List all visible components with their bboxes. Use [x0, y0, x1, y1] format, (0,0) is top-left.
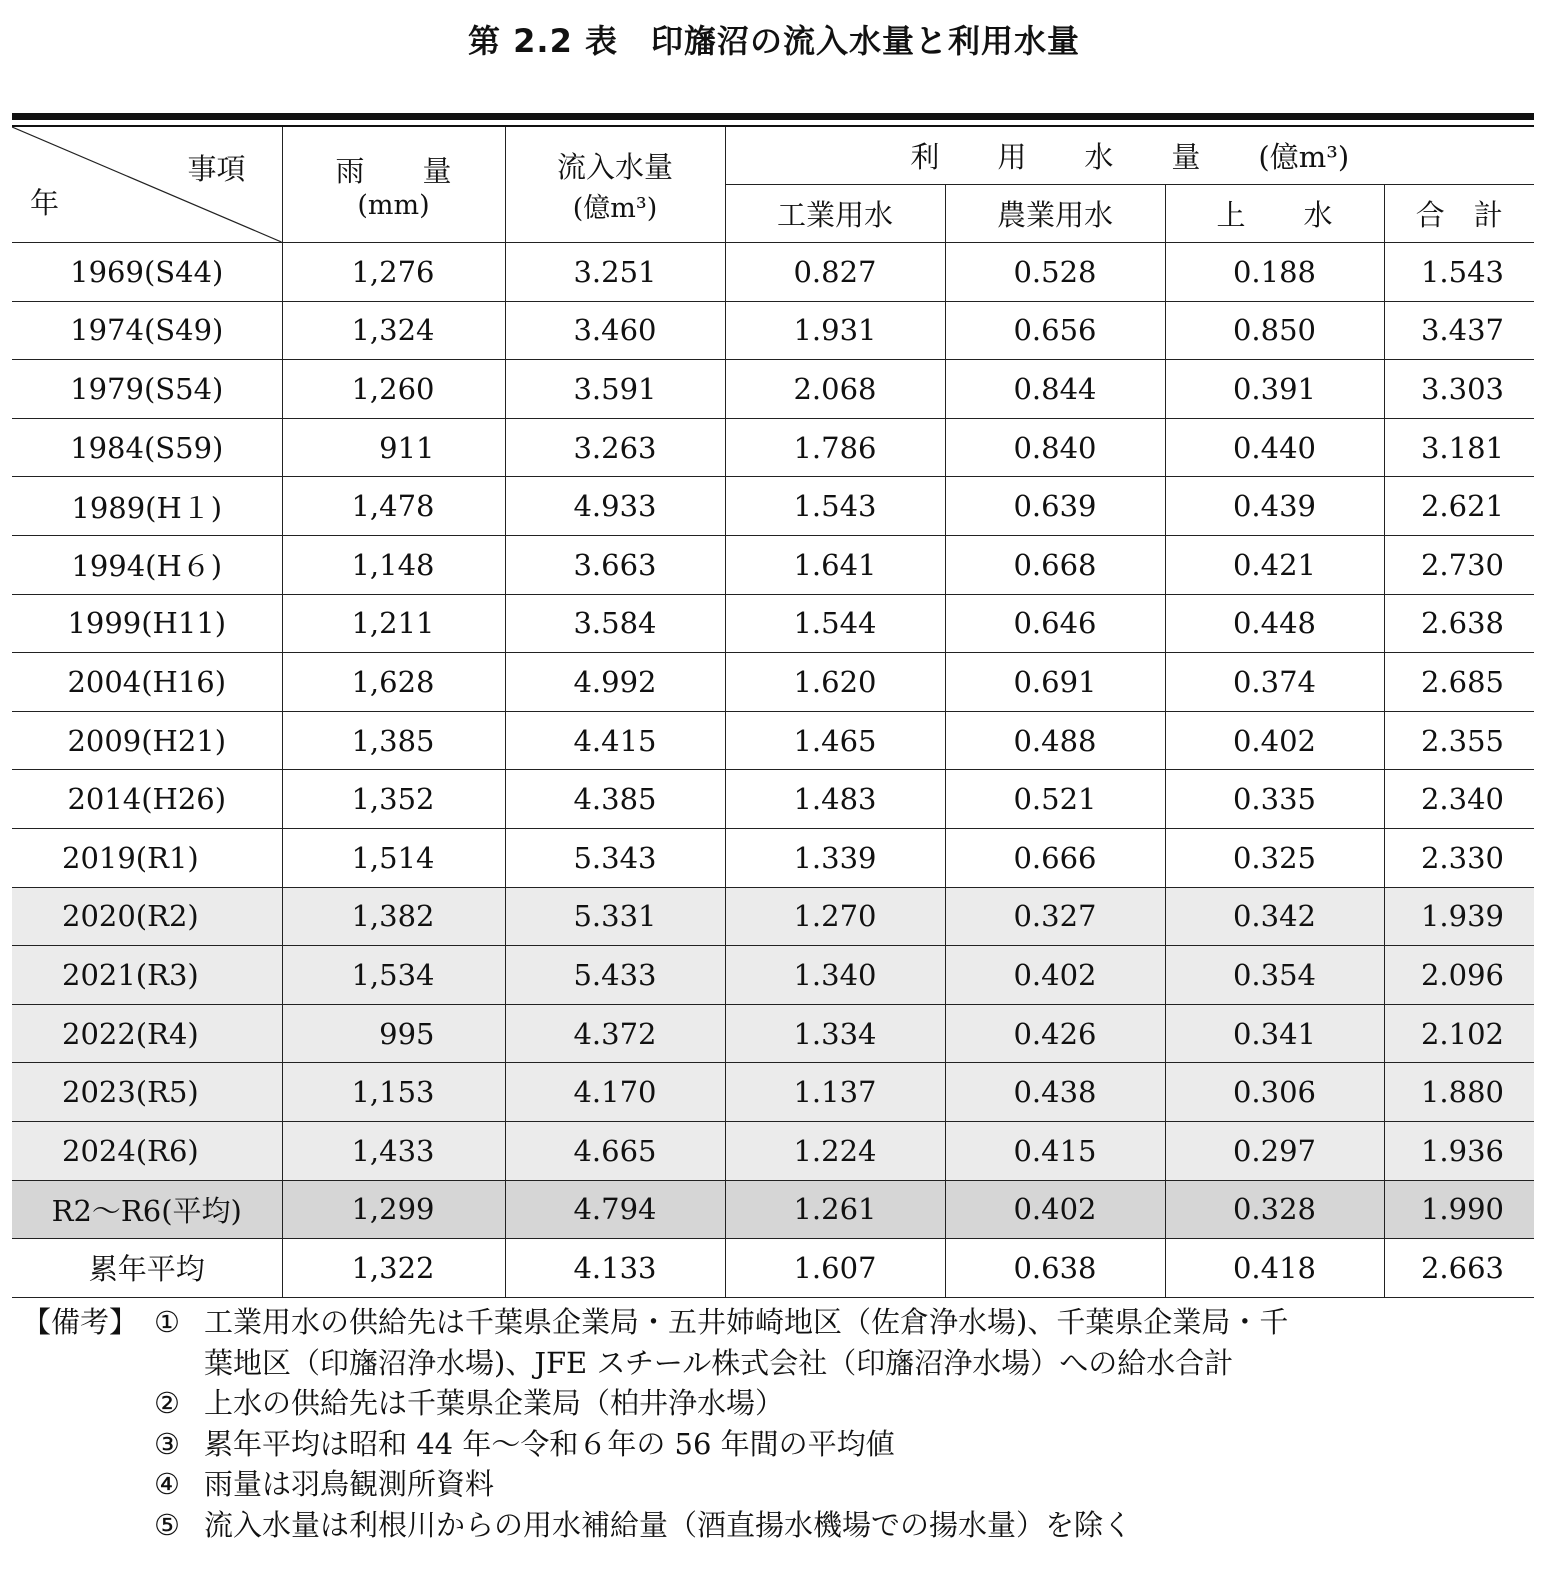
corner-item-label: 事項 [187, 152, 246, 186]
rain-cell: 995 [282, 1004, 505, 1063]
industrial-cell: 1.931 [725, 301, 945, 360]
agricultural-cell: 0.656 [945, 301, 1165, 360]
total-cell: 1.880 [1384, 1063, 1534, 1122]
industrial-cell: 1.641 [725, 535, 945, 594]
table-row [12, 887, 1534, 946]
table-row [12, 770, 1534, 829]
rain-cell: 1,299 [282, 1180, 505, 1239]
total-cell: 3.437 [1384, 301, 1534, 360]
note-index: ③ [154, 1426, 180, 1461]
note-item [22, 1464, 1288, 1505]
water-supply-cell: 0.374 [1165, 653, 1384, 712]
year-cell: 2014(H26) [12, 770, 282, 829]
top-rule [12, 113, 1534, 120]
industrial-cell: 1.483 [725, 770, 945, 829]
table-row [12, 360, 1534, 419]
agricultural-cell: 0.327 [945, 887, 1165, 946]
rain-cell: 1,382 [282, 887, 505, 946]
rain-cell: 1,260 [282, 360, 505, 419]
rain-cell: 1,514 [282, 828, 505, 887]
table-row [12, 535, 1534, 594]
total-cell: 1.543 [1384, 243, 1534, 302]
table-row [12, 828, 1534, 887]
rain-cell: 1,322 [282, 1239, 505, 1298]
inflow-cell: 5.433 [505, 946, 725, 1005]
agricultural-cell: 0.840 [945, 418, 1165, 477]
corner-header [12, 126, 282, 243]
inflow-header [505, 126, 725, 243]
agricultural-cell: 0.438 [945, 1063, 1165, 1122]
table-row [12, 594, 1534, 653]
agricultural-cell: 0.415 [945, 1121, 1165, 1180]
table-row [12, 243, 1534, 302]
note-index: ② [154, 1386, 180, 1420]
inflow-cell: 3.251 [505, 243, 725, 302]
agricultural-cell: 0.638 [945, 1239, 1165, 1298]
water-supply-cell: 0.850 [1165, 301, 1384, 360]
agricultural-cell: 0.666 [945, 828, 1165, 887]
industrial-cell: 0.827 [725, 243, 945, 302]
table-row [12, 946, 1534, 1005]
year-cell: R2～R6(平均) [12, 1180, 282, 1239]
table-row [12, 653, 1534, 712]
rain-cell: 1,534 [282, 946, 505, 1005]
agricultural-cell: 0.402 [945, 946, 1165, 1005]
inflow-cell: 5.343 [505, 828, 725, 887]
note-item [22, 1302, 1288, 1343]
inflow-cell: 4.415 [505, 711, 725, 770]
water-supply-header: 上 水 [1165, 185, 1384, 243]
rain-cell: 911 [282, 418, 505, 477]
inflow-cell: 3.460 [505, 301, 725, 360]
note-item [22, 1505, 1288, 1546]
note-text: 上水の供給先は千葉県企業局（柏井浄水場） [204, 1386, 785, 1420]
water-supply-cell: 0.306 [1165, 1063, 1384, 1122]
rain-cell: 1,148 [282, 535, 505, 594]
inflow-cell: 4.133 [505, 1239, 725, 1298]
total-cell: 3.303 [1384, 360, 1534, 419]
note-index: ④ [154, 1467, 180, 1501]
water-table [12, 125, 1534, 1298]
industrial-cell: 1.137 [725, 1063, 945, 1122]
water-supply-cell: 0.354 [1165, 946, 1384, 1005]
note-label [22, 1424, 154, 1465]
total-header: 合 計 [1384, 185, 1534, 243]
rain-cell: 1,385 [282, 711, 505, 770]
water-supply-cell: 0.391 [1165, 360, 1384, 419]
inflow-cell: 4.665 [505, 1121, 725, 1180]
year-cell: 1989(H１) [12, 477, 282, 536]
rain-cell: 1,433 [282, 1121, 505, 1180]
inflow-cell: 4.372 [505, 1004, 725, 1063]
total-cell: 2.330 [1384, 828, 1534, 887]
notes [22, 1302, 1288, 1545]
inflow-cell: 3.263 [505, 418, 725, 477]
total-cell: 2.638 [1384, 594, 1534, 653]
water-supply-cell: 0.439 [1165, 477, 1384, 536]
note-label [22, 1464, 154, 1505]
industrial-cell: 1.465 [725, 711, 945, 770]
inflow-cell: 4.992 [505, 653, 725, 712]
rain-cell: 1,352 [282, 770, 505, 829]
note-index: ⑤ [154, 1507, 180, 1542]
agricultural-cell: 0.844 [945, 360, 1165, 419]
note-label [22, 1505, 154, 1546]
rain-unit: (mm) [357, 189, 430, 221]
inflow-cell: 3.663 [505, 535, 725, 594]
total-cell: 2.355 [1384, 711, 1534, 770]
agricultural-cell: 0.691 [945, 653, 1165, 712]
water-supply-cell: 0.325 [1165, 828, 1384, 887]
year-cell: 2019(R1) [12, 828, 282, 887]
inflow-cell: 4.170 [505, 1063, 725, 1122]
year-cell: 2004(H16) [12, 653, 282, 712]
year-cell: 1974(S49) [12, 301, 282, 360]
note-text: 累年平均は昭和 44 年～令和６年の 56 年間の平均値 [204, 1426, 895, 1461]
rain-cell: 1,478 [282, 477, 505, 536]
year-cell: 1999(H11) [12, 594, 282, 653]
industrial-cell: 1.261 [725, 1180, 945, 1239]
inflow-cell: 4.385 [505, 770, 725, 829]
agricultural-cell: 0.528 [945, 243, 1165, 302]
agricultural-cell: 0.521 [945, 770, 1165, 829]
inflow-unit: (億m³) [572, 192, 658, 224]
water-supply-cell: 0.440 [1165, 418, 1384, 477]
water-supply-cell: 0.448 [1165, 594, 1384, 653]
total-cell: 1.939 [1384, 887, 1534, 946]
water-supply-cell: 0.188 [1165, 243, 1384, 302]
industrial-cell: 1.543 [725, 477, 945, 536]
industrial-cell: 2.068 [725, 360, 945, 419]
inflow-cell: 4.933 [505, 477, 725, 536]
total-cell: 2.730 [1384, 535, 1534, 594]
table-row [12, 1063, 1534, 1122]
note-item [22, 1383, 1288, 1424]
water-supply-cell: 0.421 [1165, 535, 1384, 594]
industrial-cell: 1.544 [725, 594, 945, 653]
table-title: 第 2.2 表 印旛沼の流入水量と利用水量 [468, 22, 1080, 60]
agricultural-cell: 0.426 [945, 1004, 1165, 1063]
total-cell: 2.663 [1384, 1239, 1534, 1298]
rain-cell: 1,153 [282, 1063, 505, 1122]
table-row [12, 1239, 1534, 1298]
note-index: ① [154, 1305, 180, 1339]
agricultural-cell: 0.668 [945, 535, 1165, 594]
year-cell: 2023(R5) [12, 1063, 282, 1122]
industrial-header: 工業用水 [725, 185, 945, 243]
note-label: 【備考】 [22, 1305, 139, 1339]
total-cell: 2.685 [1384, 653, 1534, 712]
year-cell: 2021(R3) [12, 946, 282, 1005]
industrial-cell: 1.786 [725, 418, 945, 477]
rain-cell: 1,276 [282, 243, 505, 302]
agricultural-cell: 0.639 [945, 477, 1165, 536]
water-supply-cell: 0.418 [1165, 1239, 1384, 1298]
corner-year-label: 年 [30, 186, 60, 220]
industrial-cell: 1.340 [725, 946, 945, 1005]
industrial-cell: 1.620 [725, 653, 945, 712]
header-row-1 [12, 126, 1534, 185]
table-row [12, 418, 1534, 477]
total-cell: 2.340 [1384, 770, 1534, 829]
rain-cell: 1,324 [282, 301, 505, 360]
note-text: 流入水量は利根川からの用水補給量（酒直揚水機場での揚水量）を除く [204, 1507, 1133, 1542]
agricultural-header: 農業用水 [945, 185, 1165, 243]
table-row [12, 477, 1534, 536]
year-cell: 2022(R4) [12, 1004, 282, 1063]
year-cell: 1969(S44) [12, 243, 282, 302]
table-row [12, 1180, 1534, 1239]
table-row [12, 1004, 1534, 1063]
table-row [12, 1121, 1534, 1180]
water-supply-cell: 0.297 [1165, 1121, 1384, 1180]
total-cell: 3.181 [1384, 418, 1534, 477]
note-text-continued: 葉地区（印旛沼浄水場)、JFE スチール株式会社（印旛沼浄水場）への給水合計 [204, 1345, 1234, 1380]
water-supply-cell: 0.342 [1165, 887, 1384, 946]
year-cell: 2020(R2) [12, 887, 282, 946]
rain-label: 雨 量 [335, 153, 452, 188]
year-cell: 1984(S59) [12, 418, 282, 477]
usage-header: 利 用 水 量 (億m³) [725, 126, 1534, 185]
inflow-cell: 4.794 [505, 1180, 725, 1239]
note-text: 工業用水の供給先は千葉県企業局・五井姉崎地区（佐倉浄水場)、千葉県企業局・千 [204, 1305, 1289, 1339]
agricultural-cell: 0.488 [945, 711, 1165, 770]
table-row [12, 711, 1534, 770]
inflow-label: 流入水量 [556, 149, 673, 184]
industrial-cell: 1.339 [725, 828, 945, 887]
table-row [12, 301, 1534, 360]
industrial-cell: 1.607 [725, 1239, 945, 1298]
rain-cell: 1,628 [282, 653, 505, 712]
water-supply-cell: 0.328 [1165, 1180, 1384, 1239]
industrial-cell: 1.224 [725, 1121, 945, 1180]
inflow-cell: 3.584 [505, 594, 725, 653]
water-supply-cell: 0.335 [1165, 770, 1384, 829]
total-cell: 1.990 [1384, 1180, 1534, 1239]
year-cell: 2009(H21) [12, 711, 282, 770]
inflow-cell: 3.591 [505, 360, 725, 419]
year-cell: 2024(R6) [12, 1121, 282, 1180]
rain-header [282, 126, 505, 243]
total-cell: 2.096 [1384, 946, 1534, 1005]
note-text: 雨量は羽鳥観測所資料 [204, 1467, 495, 1501]
note-label [22, 1383, 154, 1424]
water-supply-cell: 0.341 [1165, 1004, 1384, 1063]
year-cell: 1979(S54) [12, 360, 282, 419]
industrial-cell: 1.270 [725, 887, 945, 946]
total-cell: 2.102 [1384, 1004, 1534, 1063]
water-supply-cell: 0.402 [1165, 711, 1384, 770]
year-cell: 累年平均 [12, 1239, 282, 1298]
total-cell: 1.936 [1384, 1121, 1534, 1180]
year-cell: 1994(H６) [12, 535, 282, 594]
agricultural-cell: 0.646 [945, 594, 1165, 653]
inflow-cell: 5.331 [505, 887, 725, 946]
note-item [22, 1424, 1288, 1465]
rain-cell: 1,211 [282, 594, 505, 653]
agricultural-cell: 0.402 [945, 1180, 1165, 1239]
total-cell: 2.621 [1384, 477, 1534, 536]
industrial-cell: 1.334 [725, 1004, 945, 1063]
